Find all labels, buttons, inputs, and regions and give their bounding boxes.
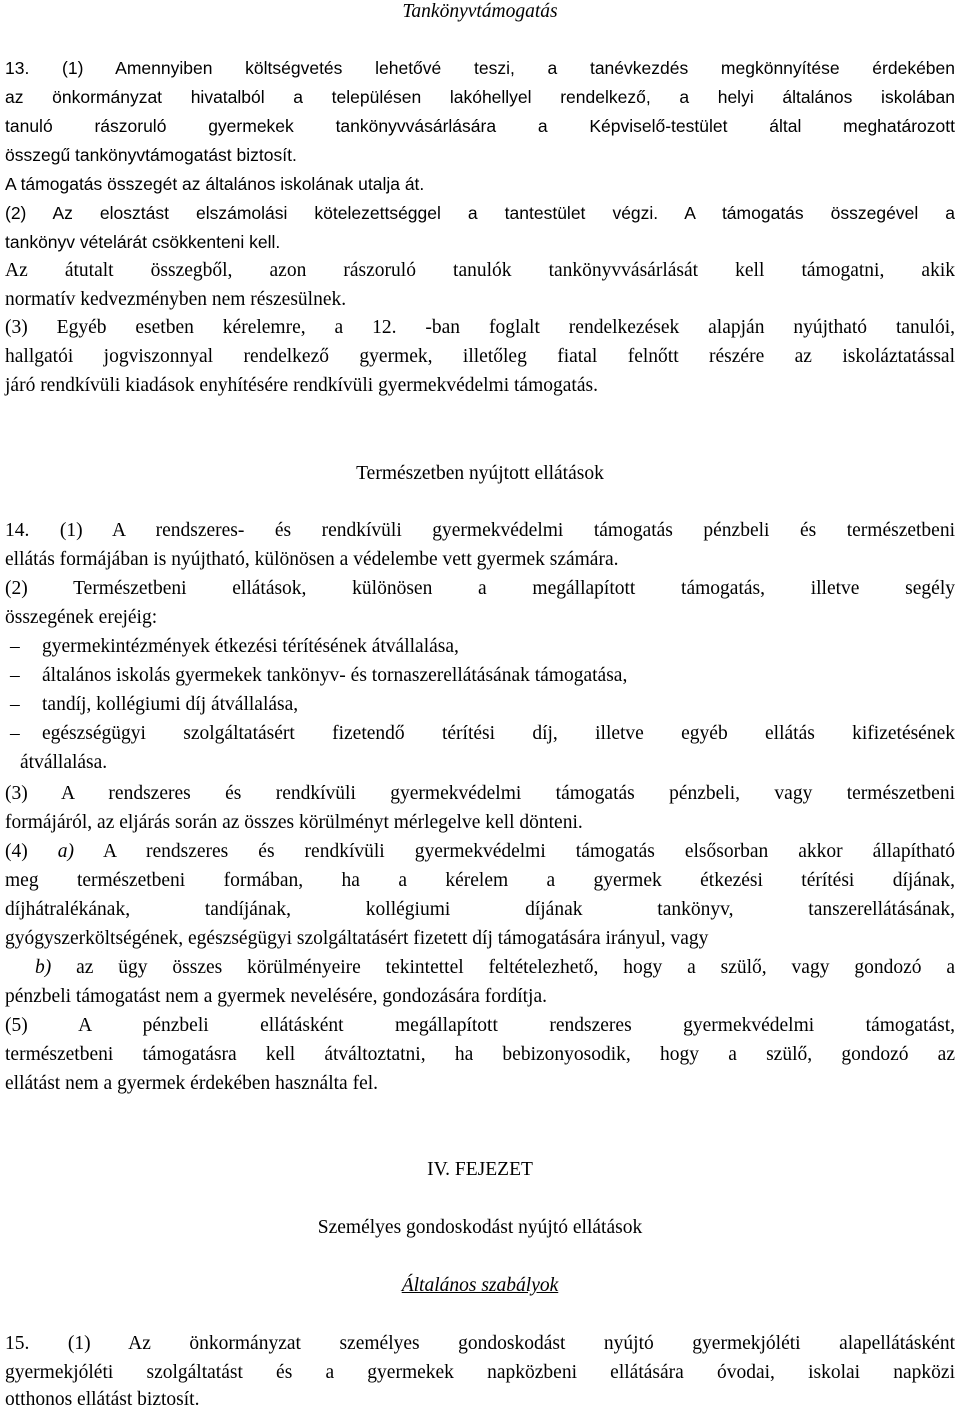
s14-line-10: gyógyszerköltségének, egészségügyi szolgáltatásért fizetett díj támogatására irányul, vagy — [5, 928, 709, 949]
s13-line-1: 13. (1) Amennyiben költségvetés lehetővé teszi, a tanévkezdés megkönnyítése érdekében — [5, 58, 955, 78]
s13-line-2: az önkormányzat hivatalból a településen lakóhellyel rendelkező, a helyi általános iskolában — [5, 87, 955, 107]
s14-line-15: ellátást nem a gyermek érdekében használta fel. — [5, 1073, 379, 1094]
s14-p4-b: b) — [35, 957, 52, 978]
s14-line-2: ellátás formájában is nyújtható, különösen a védelembe vett gyermek számára. — [5, 549, 619, 570]
list-dash: – — [10, 694, 20, 715]
s14-p4-prefix: (4) — [5, 841, 58, 862]
s14-p4-b-rest: az ügy összes körülményeire tekintettel feltételezhető, hogy a szülő, vagy gondozó a — [51, 957, 955, 978]
s14-line-11 — [35, 956, 955, 980]
s13-line-5: A támogatás összegét az általános iskolának utalja át. — [5, 174, 425, 194]
s13-line-7: tankönyv vételárát csökkenteni kell. — [5, 232, 281, 252]
s14-line-13: (5) A pénzbeli ellátásként megállapított rendszeres gyermekvédelmi támogatást, — [5, 1015, 955, 1036]
list-item-4-cont: átvállalása. — [20, 752, 108, 773]
list-dash: – — [10, 636, 20, 657]
s14-line-8: meg természetbeni formában, ha a kérelem a gyermek étkezési térítési díjának, — [5, 870, 955, 891]
s13-line-8: Az átutalt összegből, azon rászoruló tanulók tankönyvvásárlását kell támogatni, akik — [5, 260, 955, 281]
s13-line-3: tanuló rászoruló gyermekek tankönyvvásárlására a Képviselő-testület által meghatározott — [5, 116, 955, 136]
s14-line-12: pénzbeli támogatást nem a gyermek nevelésére, gondozására fordítja. — [5, 986, 547, 1007]
s15-line-3: otthonos ellátást biztosít. — [5, 1389, 200, 1410]
s14-line-5: (3) A rendszeres és rendkívüli gyermekvédelmi támogatás pénzbeli, vagy természetbeni — [5, 783, 955, 804]
s14-line-9: díjhátralékának, tandíjának, kollégiumi díjának tankönyv, tanszerellátásának, — [5, 899, 955, 920]
heading-termeszetben: Természetben nyújtott ellátások — [356, 463, 604, 484]
list-item-1: gyermekintézmények étkezési térítésének átvállalása, — [42, 636, 459, 657]
list-dash: – — [10, 665, 20, 686]
s13-line-10: (3) Egyéb esetben kérelemre, a 12. -ban foglalt rendelkezések alapján nyújtható tanulói, — [5, 317, 955, 338]
s14-p4-first-rest: A rendszeres és rendkívüli gyermekvédelmi támogatás elsősorban akkor állapítható — [74, 841, 955, 862]
s13-line-6: (2) Az elosztást elszámolási kötelezettséggel a tantestület végzi. A támogatás összegével a — [5, 203, 955, 223]
s13-line-12: járó rendkívüli kiadások enyhítésére rendkívüli gyermekvédelmi támogatás. — [5, 375, 598, 396]
s14-line-14: természetbeni támogatásra kell átváltoztatni, ha bebizonyosodik, hogy a szülő, gondozó az — [5, 1044, 955, 1065]
list-dash: – — [10, 723, 20, 744]
s14-line-7 — [5, 840, 955, 864]
s13-line-11: hallgatói jogviszonnyal rendelkező gyermek, illetőleg fiatal felnőtt részére az iskoláztatással — [5, 346, 955, 367]
s14-line-3: (2) Természetbeni ellátások, különösen a megállapított támogatás, illetve segély — [5, 578, 955, 599]
list-item-4: egészségügyi szolgáltatásért fizetendő térítési díj, illetve egyéb ellátás kifizetésének — [42, 723, 955, 744]
heading-tankonyvtamogatas: Tankönyvtámogatás — [402, 1, 558, 22]
s15-line-2: gyermekjóléti szolgáltatást és a gyermekek napközbeni ellátására óvodai, iskolai napközi — [5, 1362, 955, 1383]
s13-line-4: összegű tankönyvtámogatást biztosít. — [5, 145, 297, 165]
s14-line-4: összegének erejéig: — [5, 607, 158, 628]
chapter-heading: IV. FEJEZET — [427, 1159, 533, 1180]
s15-line-1: 15. (1) Az önkormányzat személyes gondoskodást nyújtó gyermekjóléti alapellátásként — [5, 1333, 955, 1354]
s14-line-1: 14. (1) A rendszeres- és rendkívüli gyermekvédelmi támogatás pénzbeli és természetbeni — [5, 520, 955, 541]
s13-line-9: normatív kedvezményben nem részesülnek. — [5, 289, 347, 310]
general-rules-heading: Általános szabályok — [401, 1275, 559, 1296]
s14-line-6: formájáról, az eljárás során az összes körülményt mérlegelve kell dönteni. — [5, 812, 583, 833]
list-item-2: általános iskolás gyermekek tankönyv- és tornaszerellátásának támogatása, — [42, 665, 628, 686]
chapter-title: Személyes gondoskodást nyújtó ellátások — [317, 1217, 643, 1238]
s14-p4-a: a) — [57, 841, 75, 862]
list-item-3: tandíj, kollégiumi díj átvállalása, — [42, 694, 299, 715]
